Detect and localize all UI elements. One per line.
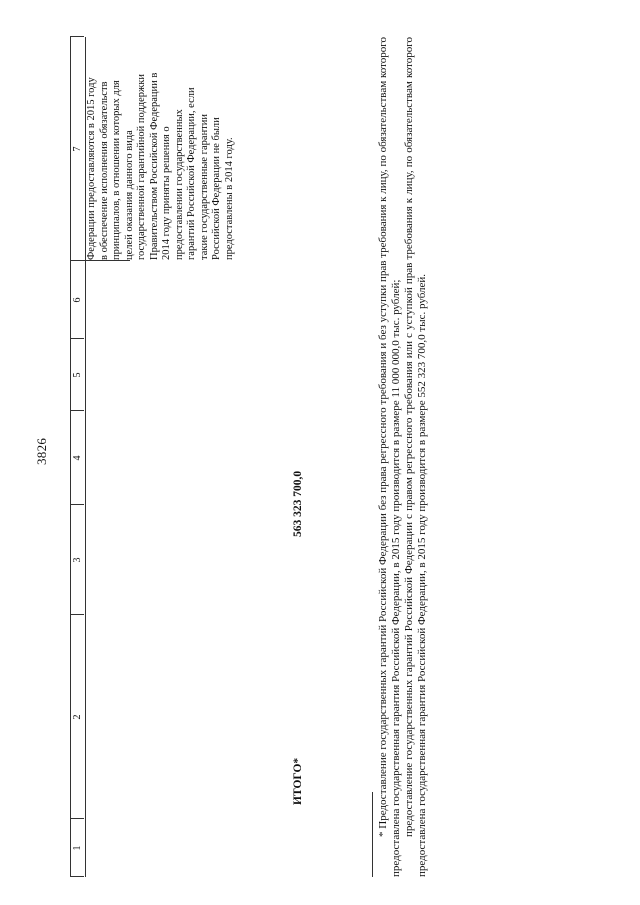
column-header-5: 5 [72, 372, 83, 378]
page-number: 3826 [34, 437, 49, 465]
footnote [377, 37, 429, 877]
description-cell [86, 40, 236, 260]
column-divider [70, 504, 84, 505]
column-header-2: 2 [72, 714, 83, 720]
description-line: принципалов, в отношении которых для [111, 80, 122, 260]
description-line: 2014 году приняты решения о [161, 126, 172, 260]
total-value: 563 323 700,0 [292, 470, 304, 537]
column-divider [70, 614, 84, 615]
column-header-6: 6 [72, 297, 83, 303]
footnote-paragraph-1: * Предоставление государственных гарантий Российской Федерации без права регрессного требования и без уступки прав требования к лицу, по обязательствам которого предоставлена государственная гарантия Российской Федерации, в 2015 году производится в размере 11 000 000,0 тыс. рублей; [377, 37, 402, 877]
column-divider [70, 338, 84, 339]
description-line: Российской Федерации не были [211, 117, 222, 260]
description-line: гарантий Российской Федерации, если [186, 87, 197, 260]
column-divider [70, 36, 84, 37]
description-line: в обеспечение исполнения обязательств [98, 81, 110, 260]
column-divider [70, 410, 84, 411]
column-header-7: 7 [72, 146, 83, 152]
description-line: предоставлены в 2014 году. [223, 137, 235, 260]
column-header-3: 3 [72, 557, 83, 563]
description-line: такие государственные гарантии [198, 113, 210, 260]
footnote-separator [372, 792, 373, 877]
description-line: предоставлении государственных [173, 109, 185, 260]
column-header-1: 1 [72, 845, 83, 851]
description-line: Правительством Российской Федерации в [148, 72, 160, 260]
column-header-4: 4 [72, 455, 83, 461]
total-label: ИТОГО* [292, 757, 304, 805]
table-header-row [70, 37, 86, 877]
column-divider [70, 818, 84, 819]
footnote-paragraph-2: предоставление государственных гарантий Российской Федерации с правом регрессного требования или с уступкой прав требования к лицу, по обязательствам которого предоставлена государственная гарантия Российской Федерации, в 2015 году производится в размере 552 323 700,0 тыс. рублей. [403, 37, 428, 877]
column-divider [70, 876, 84, 877]
column-divider [70, 260, 130, 261]
description-line: целей оказания данного вида [123, 130, 135, 260]
description-line: Федерации предоставляются в 2015 году [86, 77, 97, 260]
description-line: государственной гарантийной поддержки [136, 73, 147, 260]
